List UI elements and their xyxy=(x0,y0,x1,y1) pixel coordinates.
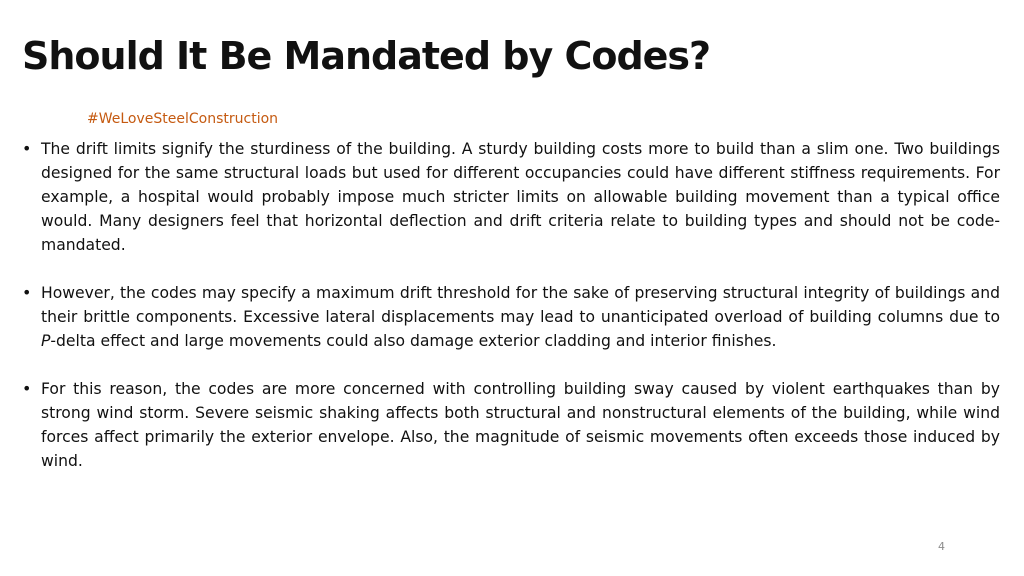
bullet-dot-icon: • xyxy=(22,283,32,302)
bullet-dot-icon: • xyxy=(22,379,32,398)
bullet-dot-icon: • xyxy=(22,139,32,158)
bullet-text-italic: P xyxy=(41,332,51,350)
bullet-text: The drift limits signify the sturdiness of the building. A sturdy building costs more to build than a slim one. Two buildings designed for the same structural loads but used for different occupancies could have different stiffness requirements. For example, a hospital would probably impose much stricter limits on allowable building movement than a typical office would. Many designers feel that horizontal deflection and drift criteria relate to building types and should not be code-mandated. xyxy=(41,140,1000,254)
bullet-text-part: However, the codes may specify a maximum drift threshold for the sake of preserving structural integrity of buildings and their brittle components. Excessive lateral displacements may lead to unanticipated overload of building columns due to xyxy=(41,284,1000,326)
bullet-item-drift-limits xyxy=(22,137,1000,257)
slide-title: Should It Be Mandated by Codes? xyxy=(22,34,711,78)
bullet-text: For this reason, the codes are more concerned with controlling building sway caused by violent earthquakes than by strong wind storm. Severe seismic shaking affects both structural and nonstructural elements of the building, while wind forces affect primarily the exterior envelope. Also, the magnitude of seismic movements often exceeds those induced by wind. xyxy=(41,380,1000,470)
bullet-item-seismic xyxy=(22,377,1000,473)
bullet-text-part: -delta effect and large movements could also damage exterior cladding and interior finishes. xyxy=(50,332,777,350)
bullet-item-drift-threshold xyxy=(22,281,1000,353)
bullet-list xyxy=(22,137,1000,497)
page-number: 4 xyxy=(938,540,945,553)
hashtag-text: #WeLoveSteelConstruction xyxy=(87,111,279,127)
